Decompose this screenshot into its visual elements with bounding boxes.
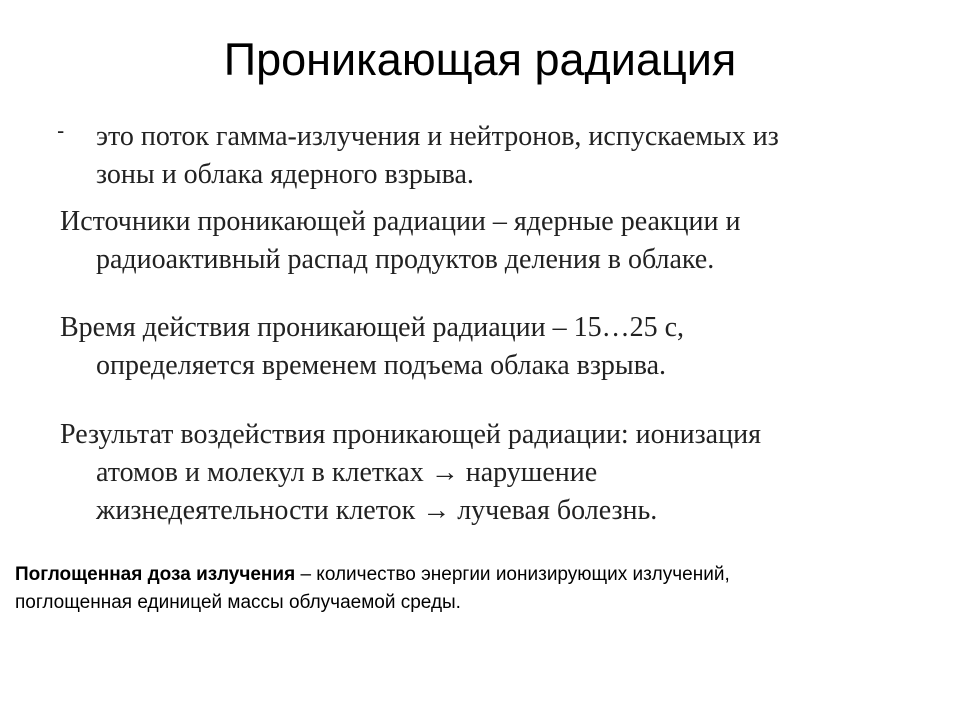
absorbed-dose-note	[15, 561, 945, 617]
bullet-line: зоны и облака ядерного взрыва.	[96, 159, 474, 190]
bullet-sources	[60, 203, 900, 279]
bullet-result	[60, 416, 900, 530]
bullet-definition	[60, 118, 900, 194]
bullet-duration	[60, 309, 900, 385]
note-line	[15, 561, 945, 589]
note-term: Поглощенная доза излучения	[15, 564, 296, 585]
note-line: поглощенная единицей массы облучаемой среды.	[15, 592, 461, 613]
slide-title: Проникающая радиация	[223, 34, 737, 85]
bullet-line: Время действия проникающей радиации – 15…25 с,	[60, 312, 685, 343]
bullet-dash-marker: -	[57, 118, 65, 143]
bullet-line: жизнедеятельности клеток → лучевая болезнь.	[96, 495, 658, 526]
note-definition: – количество энергии ионизирующих излучений,	[295, 564, 730, 585]
bullet-line: радиоактивный распад продуктов деления в облаке.	[96, 244, 715, 275]
bullet-line: это поток гамма-излучения и нейтронов, испускаемых из	[96, 121, 779, 152]
bullet-line: Результат воздействия проникающей радиации: ионизация	[60, 419, 761, 450]
bullet-line: определяется временем подъема облака взрыва.	[96, 350, 667, 381]
bullet-line: атомов и молекул в клетках → нарушение	[96, 457, 598, 488]
bullet-line: Источники проникающей радиации – ядерные реакции и	[60, 206, 741, 237]
